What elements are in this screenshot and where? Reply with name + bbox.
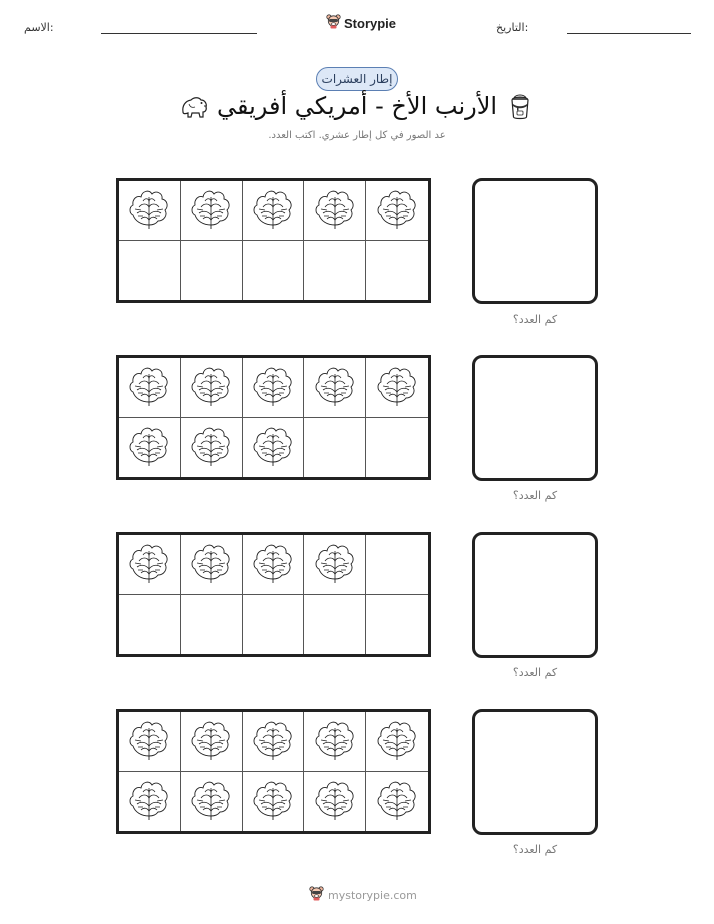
leafy-plant-icon <box>189 422 233 472</box>
leafy-plant-icon <box>251 539 295 589</box>
footer <box>309 885 417 905</box>
count-question: كم العدد؟ <box>512 489 558 502</box>
name-line[interactable] <box>101 33 257 34</box>
leafy-plant-icon <box>189 539 233 589</box>
frame-cell <box>366 418 428 478</box>
frame-cell <box>181 535 243 595</box>
frame-cell <box>366 181 428 241</box>
frame-cell <box>243 772 305 832</box>
paint-bucket-icon <box>508 93 532 125</box>
frame-cell <box>304 772 366 832</box>
frame-cell <box>119 712 181 772</box>
frame-cell <box>366 535 428 595</box>
leafy-plant-icon <box>127 539 171 589</box>
date-label: التاريخ: <box>496 21 529 34</box>
ten-frame <box>116 178 431 303</box>
worksheet-type-badge: إطار العشرات <box>316 67 398 91</box>
frame-cell <box>304 358 366 418</box>
leafy-plant-icon <box>375 716 419 766</box>
frame-cell <box>366 772 428 832</box>
leafy-plant-icon <box>189 716 233 766</box>
ten-frame <box>116 355 431 480</box>
leafy-plant-icon <box>127 362 171 412</box>
answer-box[interactable] <box>472 178 598 304</box>
frame-cell <box>119 418 181 478</box>
brand-logo <box>326 13 396 33</box>
name-label: الاسم: <box>24 21 54 34</box>
leafy-plant-icon <box>251 776 295 826</box>
leafy-plant-icon <box>251 422 295 472</box>
answer-box[interactable] <box>472 709 598 835</box>
leafy-plant-icon <box>127 776 171 826</box>
frame-cell <box>304 418 366 478</box>
footer-url: mystorypie.com <box>328 888 417 902</box>
frame-cell <box>181 595 243 655</box>
leafy-plant-icon <box>313 539 357 589</box>
instructions: عد الصور في كل إطار عشري. اكتب العدد. <box>268 130 446 141</box>
frame-cell <box>181 712 243 772</box>
leafy-plant-icon <box>251 716 295 766</box>
bear-mascot-icon <box>309 885 324 905</box>
leafy-plant-icon <box>127 185 171 235</box>
frame-cell <box>181 241 243 301</box>
frame-cell <box>366 712 428 772</box>
leafy-plant-icon <box>313 716 357 766</box>
ten-frame <box>116 532 431 657</box>
leafy-plant-icon <box>375 362 419 412</box>
ten-frame <box>116 709 431 834</box>
frame-cell <box>119 535 181 595</box>
frame-cell <box>366 358 428 418</box>
leafy-plant-icon <box>313 362 357 412</box>
frame-cell <box>243 712 305 772</box>
frame-cell <box>243 595 305 655</box>
frame-cell <box>181 358 243 418</box>
date-line[interactable] <box>567 33 691 34</box>
leafy-plant-icon <box>251 362 295 412</box>
leafy-plant-icon <box>189 362 233 412</box>
frame-cell <box>119 241 181 301</box>
frame-cell <box>304 181 366 241</box>
leafy-plant-icon <box>189 185 233 235</box>
frame-cell <box>366 595 428 655</box>
frame-cell <box>119 181 181 241</box>
leafy-plant-icon <box>313 776 357 826</box>
bear-icon <box>180 94 208 124</box>
leafy-plant-icon <box>313 185 357 235</box>
leafy-plant-icon <box>189 776 233 826</box>
frame-cell <box>304 535 366 595</box>
frame-cell <box>243 241 305 301</box>
frame-cell <box>304 241 366 301</box>
answer-box[interactable] <box>472 532 598 658</box>
count-question: كم العدد؟ <box>512 313 558 326</box>
frame-cell <box>243 358 305 418</box>
frame-cell <box>304 595 366 655</box>
count-question: كم العدد؟ <box>512 843 558 856</box>
frame-cell <box>119 772 181 832</box>
leafy-plant-icon <box>127 716 171 766</box>
frame-cell <box>181 181 243 241</box>
leafy-plant-icon <box>375 776 419 826</box>
frame-cell <box>181 772 243 832</box>
count-question: كم العدد؟ <box>512 666 558 679</box>
leafy-plant-icon <box>251 185 295 235</box>
brand-name: Storypie <box>344 15 397 31</box>
frame-cell <box>243 418 305 478</box>
frame-cell <box>119 595 181 655</box>
leafy-plant-icon <box>375 185 419 235</box>
answer-box[interactable] <box>472 355 598 481</box>
frame-cell <box>243 181 305 241</box>
frame-cell <box>366 241 428 301</box>
frame-cell <box>181 418 243 478</box>
worksheet-title: الأرنب الأخ - أمريكي أفريقي <box>216 92 498 120</box>
frame-cell <box>243 535 305 595</box>
leafy-plant-icon <box>127 422 171 472</box>
bear-mascot-icon <box>326 13 341 33</box>
frame-cell <box>304 712 366 772</box>
frame-cell <box>119 358 181 418</box>
